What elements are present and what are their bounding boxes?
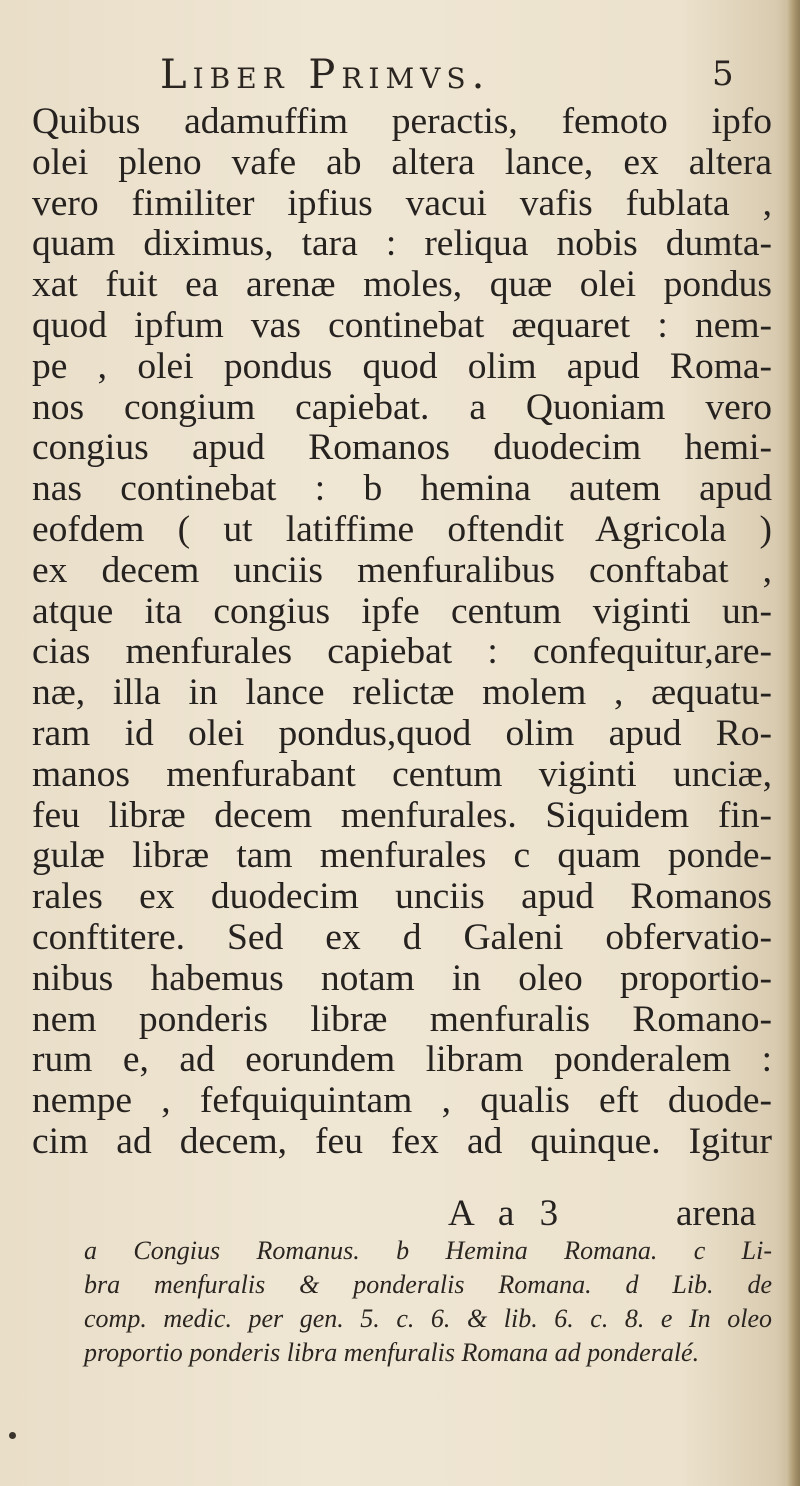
- page-header: [0, 52, 800, 102]
- catchword: arena: [676, 1193, 757, 1234]
- note-line: proportio ponderis libra menfuralis Romana ad ponderalé.: [84, 1338, 700, 1367]
- text-line: nas continebat : b hemina autem apud: [32, 468, 772, 510]
- text-line: ram id olei pondus,quod olim apud Ro-: [32, 712, 772, 754]
- text-line: quod ipfum vas continebat æquaret : nem-: [32, 304, 772, 346]
- note-line: bra menfuralis & ponderalis Romana. d Lib. de: [84, 1270, 772, 1299]
- running-title: Liber Primvs.: [160, 52, 491, 98]
- text-line: feu libræ decem menfurales. Siquidem fin-: [32, 794, 772, 836]
- text-line: nempe , fefquiquintam , qualis eft duode-: [32, 1080, 772, 1122]
- text-line: nibus habemus notam in oleo proportio-: [32, 957, 772, 999]
- text-line: olei pleno vafe ab altera lance, ex altera: [32, 141, 772, 183]
- signature-mark: A a 3: [448, 1193, 567, 1234]
- text-line: Quibus adamuffim peractis, femoto ipfo: [32, 101, 772, 142]
- text-line: conftitere. Sed ex d Galeni obfervatio-: [32, 916, 772, 958]
- body-text: [32, 102, 772, 1163]
- ink-spot: [9, 1432, 16, 1439]
- text-line: pe , olei pondus quod olim apud Roma-: [32, 345, 772, 387]
- text-line: gulæ libræ tam menfurales c quam ponde-: [32, 835, 772, 877]
- text-line: eofdem ( ut latiffime oftendit Agricola ): [32, 508, 772, 550]
- page-number: 5: [712, 54, 734, 94]
- note-line: a Congius Romanus. b Hemina Romana. c Li-: [84, 1236, 772, 1265]
- text-line: næ, illa in lance relictæ molem , æquatu-: [32, 672, 772, 714]
- text-line: vero fimiliter ipfius vacui vafis fublata ,: [32, 182, 772, 224]
- text-line: rum e, ad eorundem libram ponderalem :: [32, 1039, 772, 1081]
- page-edge: [786, 0, 800, 1486]
- text-line: nos congium capiebat. a Quoniam vero: [32, 386, 772, 428]
- text-line: cim ad decem, feu fex ad quinque. Igitur: [32, 1120, 772, 1162]
- text-line: nem ponderis libræ menfuralis Romano-: [32, 998, 772, 1040]
- text-line: atque ita congius ipfe centum viginti un-: [32, 590, 772, 632]
- text-line: rales ex duodecim unciis apud Romanos: [32, 876, 772, 918]
- text-line: manos menfurabant centum viginti unciæ,: [32, 753, 772, 795]
- text-line: cias menfurales capiebat : confequitur,are-: [32, 631, 772, 673]
- text-line: xat fuit ea arenæ moles, quæ olei pondus: [32, 264, 772, 306]
- text-line: ex decem unciis menfuralibus conftabat ,: [32, 549, 772, 591]
- marginal-notes: [84, 1234, 772, 1370]
- text-line: congius apud Romanos duodecim hemi-: [32, 427, 772, 469]
- note-line: comp. medic. per gen. 5. c. 6. & lib. 6. c. 8. e In oleo: [84, 1304, 772, 1333]
- text-line: quam diximus, tara : reliqua nobis dumta-: [32, 223, 772, 265]
